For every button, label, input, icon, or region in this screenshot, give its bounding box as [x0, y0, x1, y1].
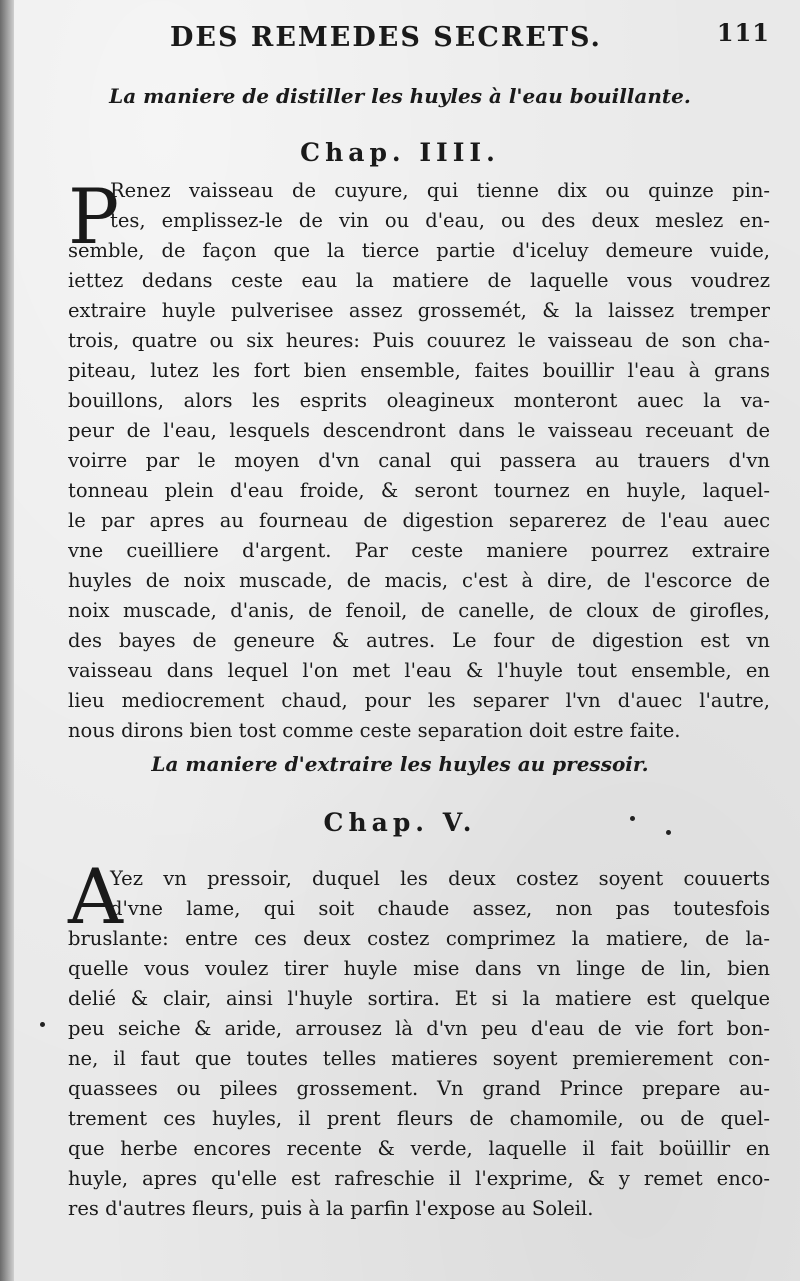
- text-line: Yez vn pressoir, duquel les deux costez soyent couuerts: [110, 867, 770, 890]
- text-line: huyles de noix muscade, de macis, c'est à dire, de l'escorce de: [68, 569, 770, 592]
- chapter-heading-5: Chap. V.: [323, 808, 477, 837]
- text-line: le par apres au fourneau de digestion separerez de l'eau auec: [68, 509, 770, 532]
- ink-dot: [630, 816, 635, 821]
- section-title-1: La maniere de distiller les huyles à l'eau bouillante.: [109, 84, 691, 108]
- text-line: nous dirons bien tost comme ceste separation doit estre faite.: [68, 719, 681, 742]
- text-line: iettez dedans ceste eau la matiere de laquelle vous voudrez: [68, 269, 770, 292]
- text-line: ne, il faut que toutes telles matieres soyent premierement con-: [68, 1047, 770, 1070]
- running-head: DES REMEDES SECRETS.: [170, 22, 602, 53]
- text-line: huyle, apres qu'elle est rafreschie il l'exprime, & y remet enco-: [68, 1167, 770, 1190]
- text-line: tes, emplissez-le de vin ou d'eau, ou des deux meslez en-: [110, 209, 770, 232]
- ink-dot: [666, 830, 671, 835]
- text-line: quassees ou pilees grossement. Vn grand Prince prepare au-: [68, 1077, 770, 1100]
- text-line: que herbe encores recente & verde, laquelle il fait boüillir en: [68, 1137, 770, 1160]
- text-line: d'vne lame, qui soit chaude assez, non pas toutesfois: [110, 897, 770, 920]
- text-line: des bayes de geneure & autres. Le four de digestion est vn: [68, 629, 770, 652]
- chapter-heading-4: Chap. IIII.: [300, 138, 500, 167]
- text-line: Renez vaisseau de cuyure, qui tienne dix ou quinze pin-: [110, 179, 770, 202]
- chapter-5-body: [68, 852, 770, 1224]
- drop-cap-p: P: [68, 172, 120, 261]
- ink-dot: [40, 1022, 45, 1027]
- text-line: delié & clair, ainsi l'huyle sortira. Et si la matiere est quelque: [68, 987, 770, 1010]
- text-line: res d'autres fleurs, puis à la parfin l'expose au Soleil.: [68, 1197, 594, 1220]
- text-line: lieu mediocrement chaud, pour les separer l'vn d'auec l'autre,: [68, 689, 770, 712]
- section-title-2: La maniere d'extraire les huyles au pressoir.: [151, 752, 649, 776]
- text-line: vne cueilliere d'argent. Par ceste maniere pourrez extraire: [68, 539, 770, 562]
- text-line: tonneau plein d'eau froide, & seront tournez en huyle, laquel-: [68, 479, 770, 502]
- text-line: piteau, lutez les fort bien ensemble, faites bouillir l'eau à grans: [68, 359, 770, 382]
- text-line: vaisseau dans lequel l'on met l'eau & l'huyle tout ensemble, en: [68, 659, 770, 682]
- drop-cap-a: A: [68, 852, 123, 941]
- text-line: trois, quatre ou six heures: Puis couurez le vaisseau de son cha-: [68, 329, 770, 352]
- text-line: extraire huyle pulverisee assez grossemét, & la laissez tremper: [68, 299, 770, 322]
- text-line: trement ces huyles, il prent fleurs de chamomile, ou de quel-: [68, 1107, 770, 1130]
- text-line: peu seiche & aride, arrousez là d'vn peu d'eau de vie fort bon-: [68, 1017, 770, 1040]
- text-line: bouillons, alors les esprits oleagineux monteront auec la va-: [68, 389, 770, 412]
- text-line: quelle vous voulez tirer huyle mise dans vn linge de lin, bien: [68, 957, 770, 980]
- text-line: semble, de façon que la tierce partie d'iceluy demeure vuide,: [68, 239, 770, 262]
- text-line: peur de l'eau, lesquels descendront dans le vaisseau receuant de: [68, 419, 770, 442]
- chapter-4-body: [68, 172, 770, 746]
- text-line: noix muscade, d'anis, de fenoil, de canelle, de cloux de girofles,: [68, 599, 770, 622]
- text-line: voirre par le moyen d'vn canal qui passera au trauers d'vn: [68, 449, 770, 472]
- text-line: bruslante: entre ces deux costez comprimez la matiere, de la-: [68, 927, 770, 950]
- page-number: 111: [716, 18, 770, 47]
